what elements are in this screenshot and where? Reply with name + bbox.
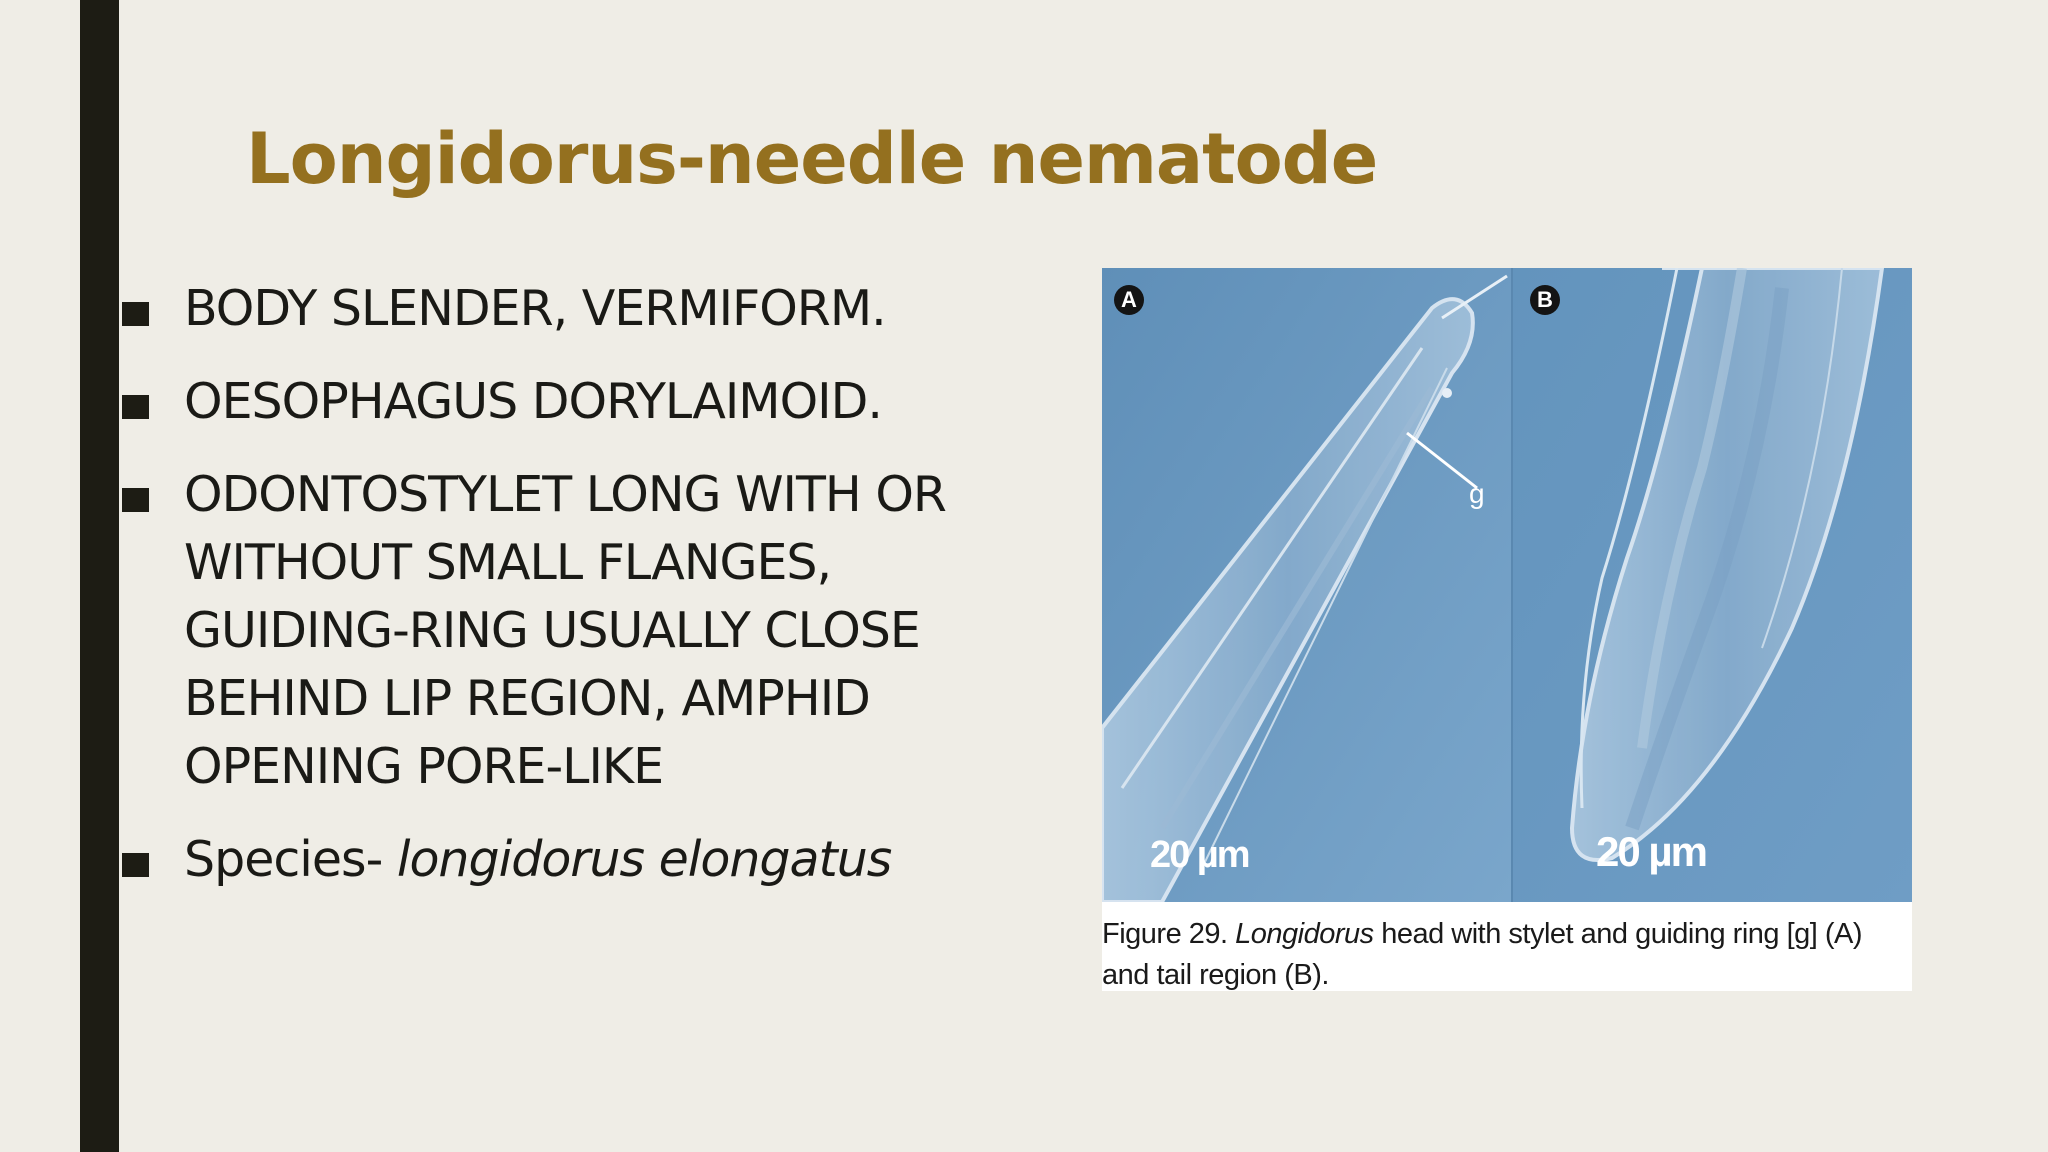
caption-prefix: Figure 29.	[1102, 918, 1236, 950]
bullet-text: OESOPHAGUS DORYLAIMOID.	[184, 373, 882, 430]
panel-a-label: A	[1114, 285, 1144, 315]
square-bullet-icon	[122, 853, 149, 877]
bullet-item	[122, 368, 1062, 436]
guiding-ring-label: g	[1469, 478, 1485, 509]
panel-b-label: B	[1530, 285, 1560, 315]
bullet-text: ODONTOSTYLET LONG WITH OR WITHOUT SMALL FLANGES, GUIDING-RING USUALLY CLOSE BEHIND LIP REGION, AMPHID OPENING PORE-LIKE	[184, 466, 946, 795]
species-name: longidorus elongatus	[396, 831, 892, 888]
square-bullet-icon	[122, 302, 149, 326]
caption-genus: Longidorus	[1235, 918, 1374, 950]
caption-rest: head with stylet and guiding ring [g] (A) and tail region (B).	[1102, 918, 1863, 991]
micrograph-drawing	[1102, 268, 1912, 902]
bullet-text-prefix: Species-	[184, 831, 397, 888]
bullet-list	[122, 275, 1062, 919]
square-bullet-icon	[122, 395, 149, 419]
figure	[1102, 268, 1912, 991]
bullet-item	[122, 826, 1062, 894]
scale-bar-a: 20 µm	[1150, 834, 1249, 876]
slide-title: Longidorus-needle nematode	[246, 118, 1378, 200]
left-accent-bar	[80, 0, 119, 1152]
bullet-text: BODY SLENDER, VERMIFORM.	[184, 280, 886, 337]
micrograph-image	[1102, 268, 1912, 902]
bullet-item	[122, 275, 1062, 343]
scale-bar-b: 20 µm	[1596, 828, 1706, 875]
bullet-item	[122, 461, 1062, 801]
figure-caption	[1102, 914, 1902, 996]
square-bullet-icon	[122, 488, 149, 512]
